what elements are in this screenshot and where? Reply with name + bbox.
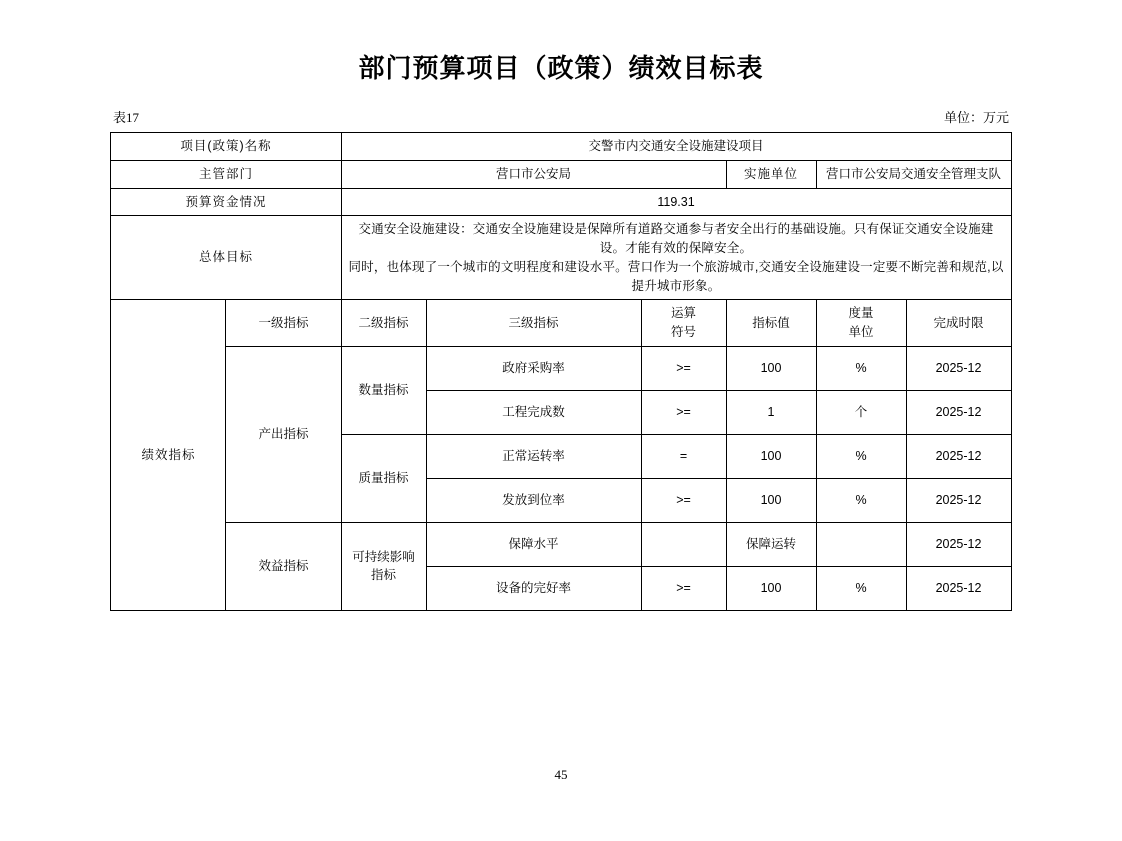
- department-value: 营口市公安局: [341, 160, 726, 188]
- budget-value: 119.31: [341, 188, 1011, 216]
- indicator-operator: [641, 522, 726, 566]
- indicator-deadline: 2025-12: [906, 522, 1011, 566]
- page-number: 45: [554, 767, 568, 782]
- indicator-level2-quality: 质量指标: [341, 434, 426, 522]
- header-value: 指标值: [726, 300, 816, 347]
- indicator-deadline: 2025-12: [906, 478, 1011, 522]
- indicator-level2-sustainable: 可持续影响指标: [341, 522, 426, 610]
- indicator-value: 100: [726, 478, 816, 522]
- indicator-operator: =: [641, 434, 726, 478]
- overall-goal-line-2: 同时，也体现了一个城市的文明程度和建设水平。营口作为一个旅游城市,交通安全设施建设一定要不断完善和规范,以提升城市形象。: [348, 259, 1004, 293]
- indicator-value: 保障运转: [726, 522, 816, 566]
- table-row-overall-goal: [111, 216, 1011, 300]
- indicator-unit: 个: [816, 390, 906, 434]
- indicator-level1-benefit: 效益指标: [226, 522, 341, 610]
- indicator-deadline: 2025-12: [906, 434, 1011, 478]
- project-name-value: 交警市内交通安全设施建设项目: [341, 133, 1011, 161]
- indicator-unit: %: [816, 478, 906, 522]
- header-unit: [816, 300, 906, 347]
- table-row-budget: [111, 188, 1011, 216]
- indicator-value: 100: [726, 566, 816, 610]
- department-label: 主管部门: [111, 160, 341, 188]
- currency-unit-note: 单位：万元: [943, 110, 1009, 125]
- header-level3: 三级指标: [426, 300, 641, 347]
- header-operator: [641, 300, 726, 347]
- indicator-level3: 正常运转率: [426, 434, 641, 478]
- table-row: [111, 522, 1011, 566]
- project-name-label: 项目(政策)名称: [111, 133, 341, 161]
- table-row: [111, 346, 1011, 390]
- indicator-operator: >=: [641, 390, 726, 434]
- indicator-operator: >=: [641, 478, 726, 522]
- indicator-unit: %: [816, 566, 906, 610]
- header-unit-line-1: 度量: [848, 306, 874, 321]
- budget-label: 预算资金情况: [111, 188, 341, 216]
- table-row-project-name: [111, 133, 1011, 161]
- indicator-unit: %: [816, 434, 906, 478]
- header-unit-line-2: 单位: [848, 325, 874, 339]
- indicator-operator: >=: [641, 566, 726, 610]
- indicator-level3: 发放到位率: [426, 478, 641, 522]
- indicator-value: 1: [726, 390, 816, 434]
- indicator-level3: 政府采购率: [426, 346, 641, 390]
- indicator-value: 100: [726, 346, 816, 390]
- table-meta-row: [111, 107, 1011, 126]
- header-operator-line-1: 运算: [670, 306, 696, 321]
- indicator-level3: 设备的完好率: [426, 566, 641, 610]
- indicator-unit: %: [816, 346, 906, 390]
- performance-goal-table: [110, 132, 1011, 611]
- header-deadline: 完成时限: [906, 300, 1011, 347]
- overall-goal-label: 总体目标: [111, 216, 341, 300]
- header-level1: 一级指标: [226, 300, 341, 347]
- indicator-deadline: 2025-12: [906, 346, 1011, 390]
- table-row-department: [111, 160, 1011, 188]
- indicator-deadline: 2025-12: [906, 390, 1011, 434]
- document-page: [0, 48, 1122, 841]
- performance-indicator-label: 绩效指标: [111, 300, 226, 611]
- table-row-indicator-header: [111, 300, 1011, 347]
- overall-goal-line-1: 交通安全设施建设：交通安全设施建设是保障所有道路交通参与者安全出行的基础设施。只有保证交通安全设施建设。才能有效的保障安全。: [358, 222, 994, 255]
- page-title: 部门预算项目（政策）绩效目标表: [358, 54, 764, 83]
- indicator-level3: 工程完成数: [426, 390, 641, 434]
- indicator-deadline: 2025-12: [906, 566, 1011, 610]
- indicator-level3: 保障水平: [426, 522, 641, 566]
- header-level2: 二级指标: [341, 300, 426, 347]
- indicator-level1-output: 产出指标: [226, 346, 341, 522]
- implementer-label: 实施单位: [726, 160, 816, 188]
- header-operator-line-2: 符号: [670, 325, 696, 339]
- implementer-value: 营口市公安局交通安全管理支队: [816, 160, 1011, 188]
- indicator-level2-quantity: 数量指标: [341, 346, 426, 434]
- indicator-unit: [816, 522, 906, 566]
- indicator-operator: >=: [641, 346, 726, 390]
- table-number: 表17: [113, 110, 140, 125]
- indicator-value: 100: [726, 434, 816, 478]
- overall-goal-value: [341, 216, 1011, 300]
